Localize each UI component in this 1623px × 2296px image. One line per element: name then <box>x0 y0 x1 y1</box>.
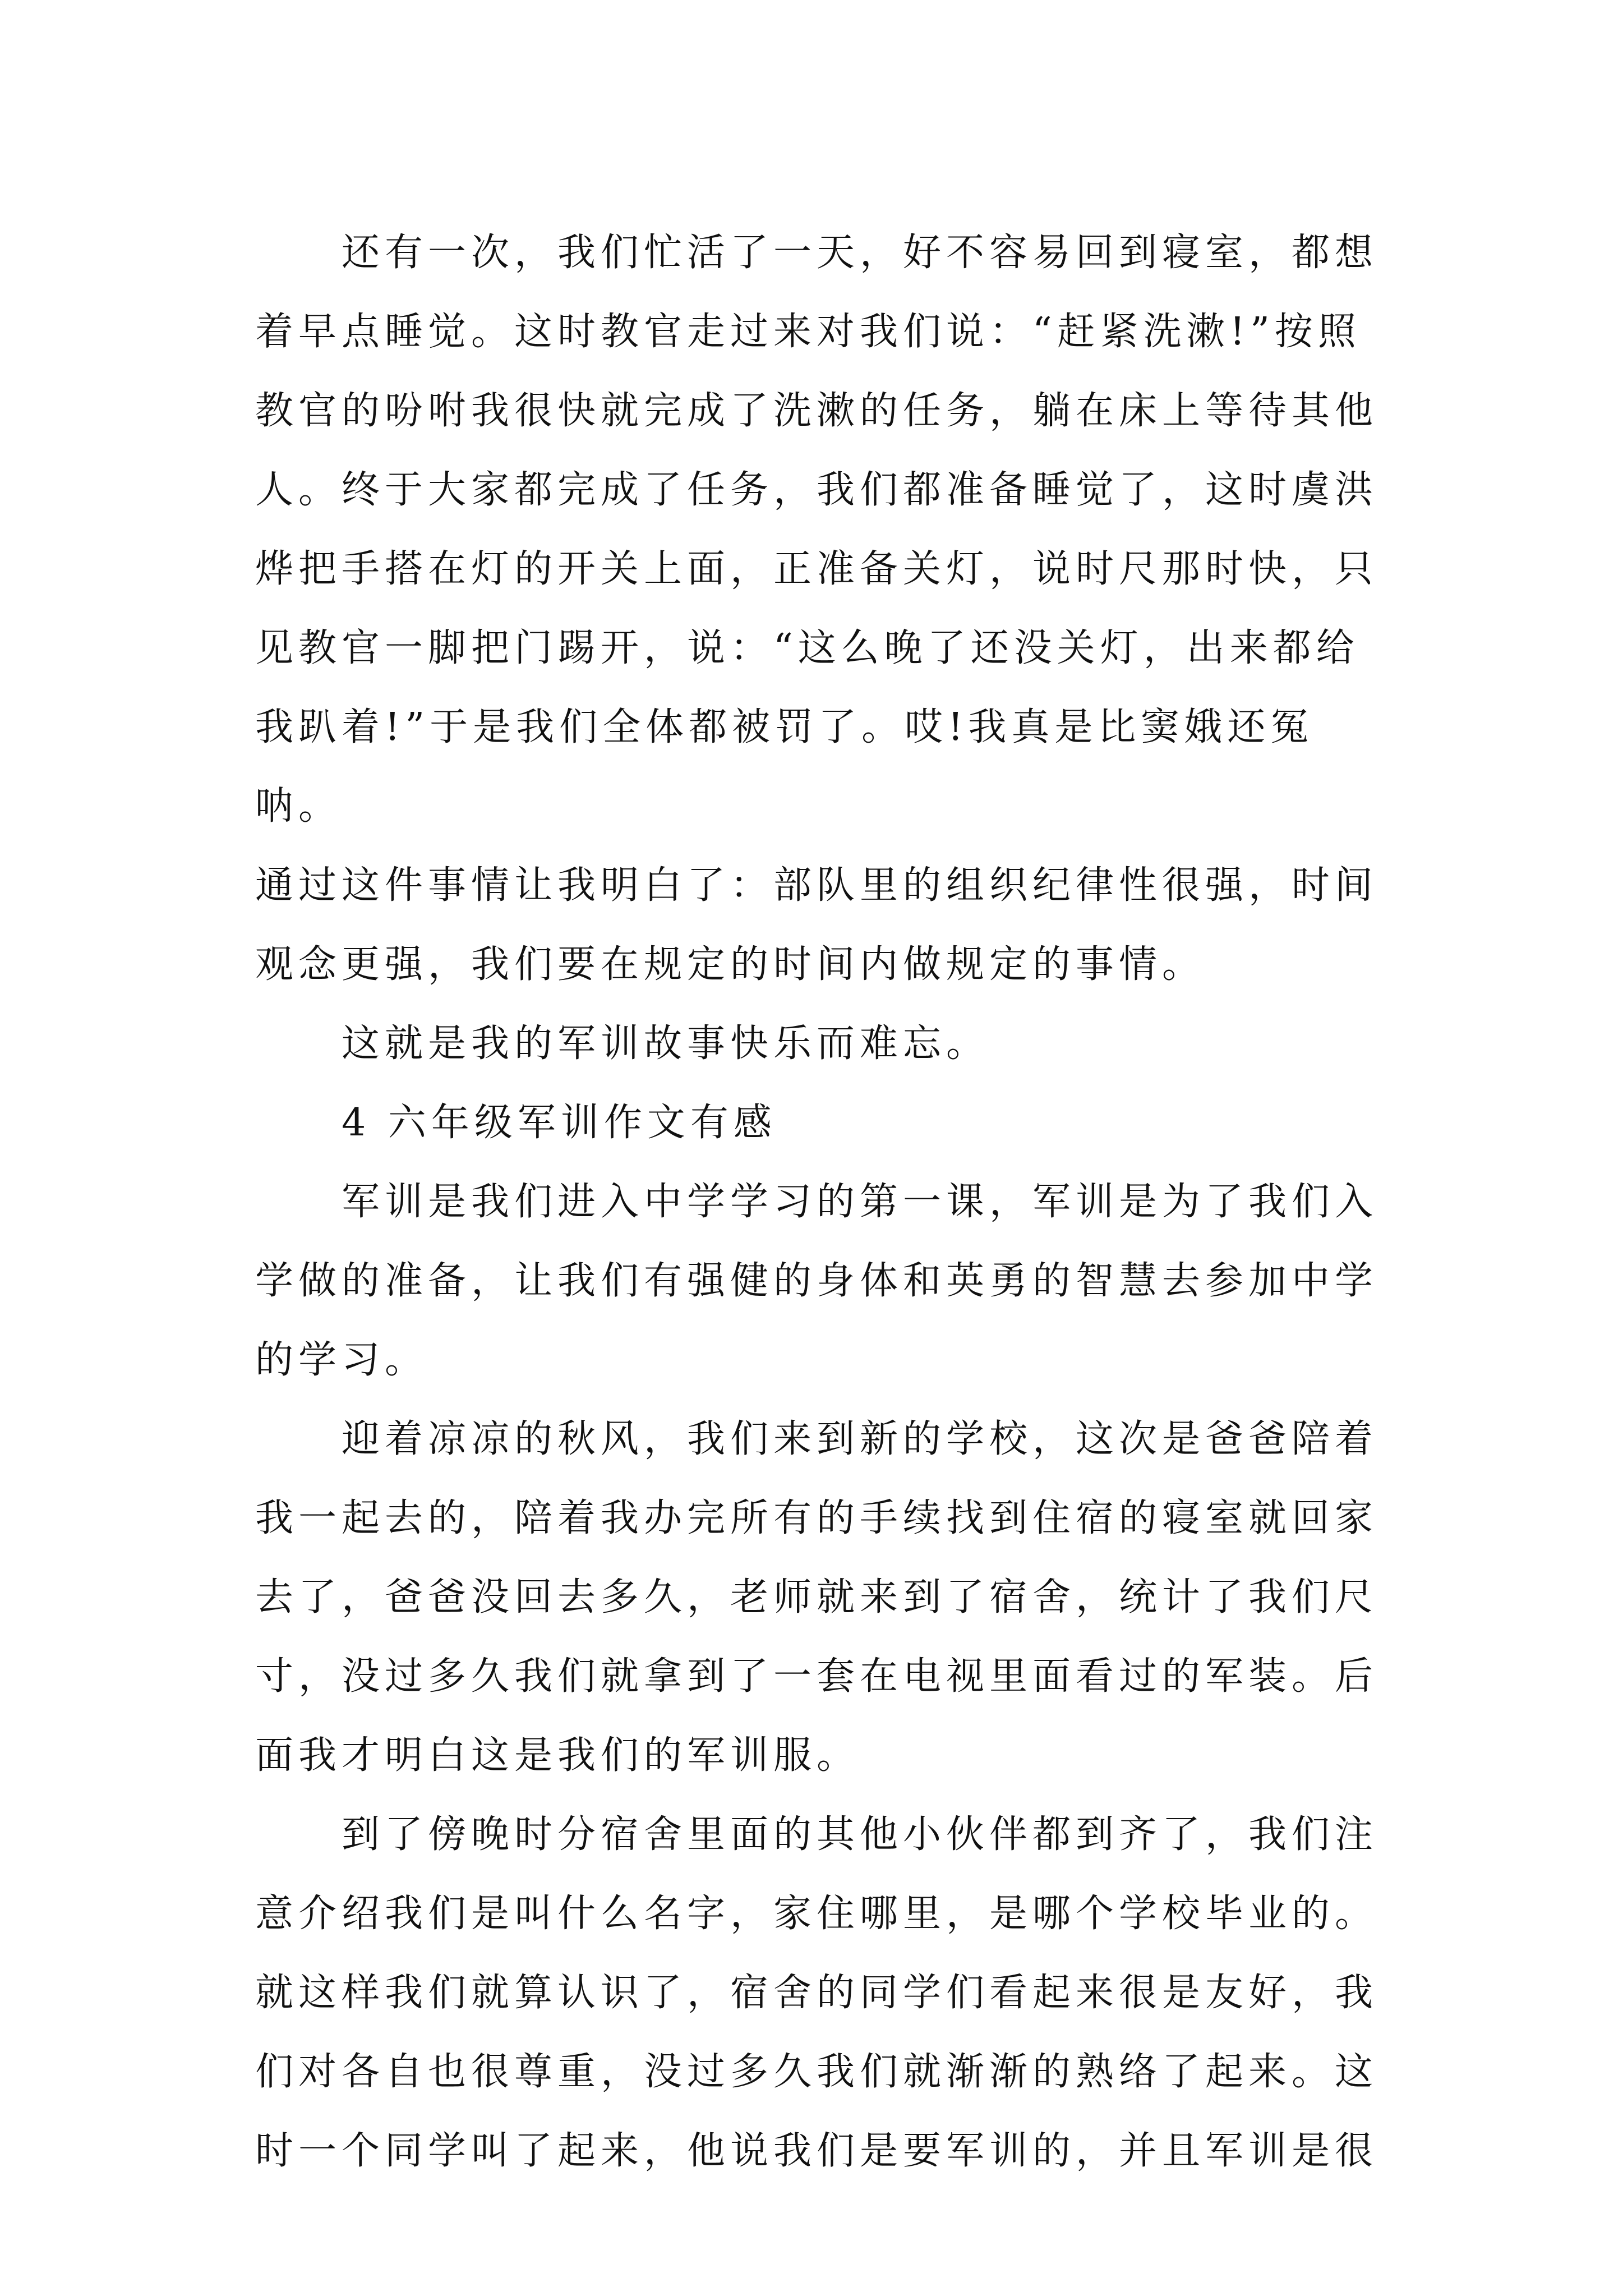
section-heading: 4 六年级军训作文有感 <box>255 1101 777 1145</box>
paragraph-intro: 军训是我们进入中学学习的第一课，军训是为了我们入 学做的准备，让我们有强健的身体和英勇的智慧去参加中学 的学习。 <box>255 1180 1378 1382</box>
paragraph-arrival: 迎着凉凉的秋风，我们来到新的学校，这次是爸爸陪着 我一起去的，陪着我办完所有的手续找到住宿的寝室就回家 去了，爸爸没回去多久，老师就来到了宿舍，统计了我们尺 寸，没过多久我们就拿到了一套在电视里面看过的军装。后 面我才明白这是我们的军训服。 <box>255 1417 1378 1778</box>
body-text <box>255 213 1382 2191</box>
paragraph-evening: 到了傍晚时分宿舍里面的其他小伙伴都到齐了，我们注 意介绍我们是叫什么名字，家住哪里，是哪个学校毕业的。 就这样我们就算认识了，宿舍的同学们看起来很是友好，我 们对各自也很尊重，没过多久我们就渐渐的熟络了起来。这 时一个同学叫了起来，他说我们是要军训的，并且军训是很 <box>255 1812 1378 2173</box>
paragraph-story-conclusion: 这就是我的军训故事快乐而难忘。 <box>255 1022 990 1066</box>
paragraph-dorm-story: 还有一次，我们忙活了一天，好不容易回到寝室，都想 着早点睡觉。这时教官走过来对我们说：“赶紧洗漱!”按照 教官的吩咐我很快就完成了洗漱的任务，躺在床上等待其他 人。终于大家都完成了任务，我们都准备睡觉了，这时虞洪 烨把手搭在灯的开关上面，正准备关灯，说时尺那时快，只 见教官一脚把门踢开，说：“这么晚了还没关灯，出来都给 我趴着!”于是我们全体都被罚了。哎!我真是比窦娥还冤呐。 通过这件事情让我明白了：部队里的组织纪律性很强，时间 观念更强，我们要在规定的时间内做规定的事情。 <box>255 231 1378 987</box>
